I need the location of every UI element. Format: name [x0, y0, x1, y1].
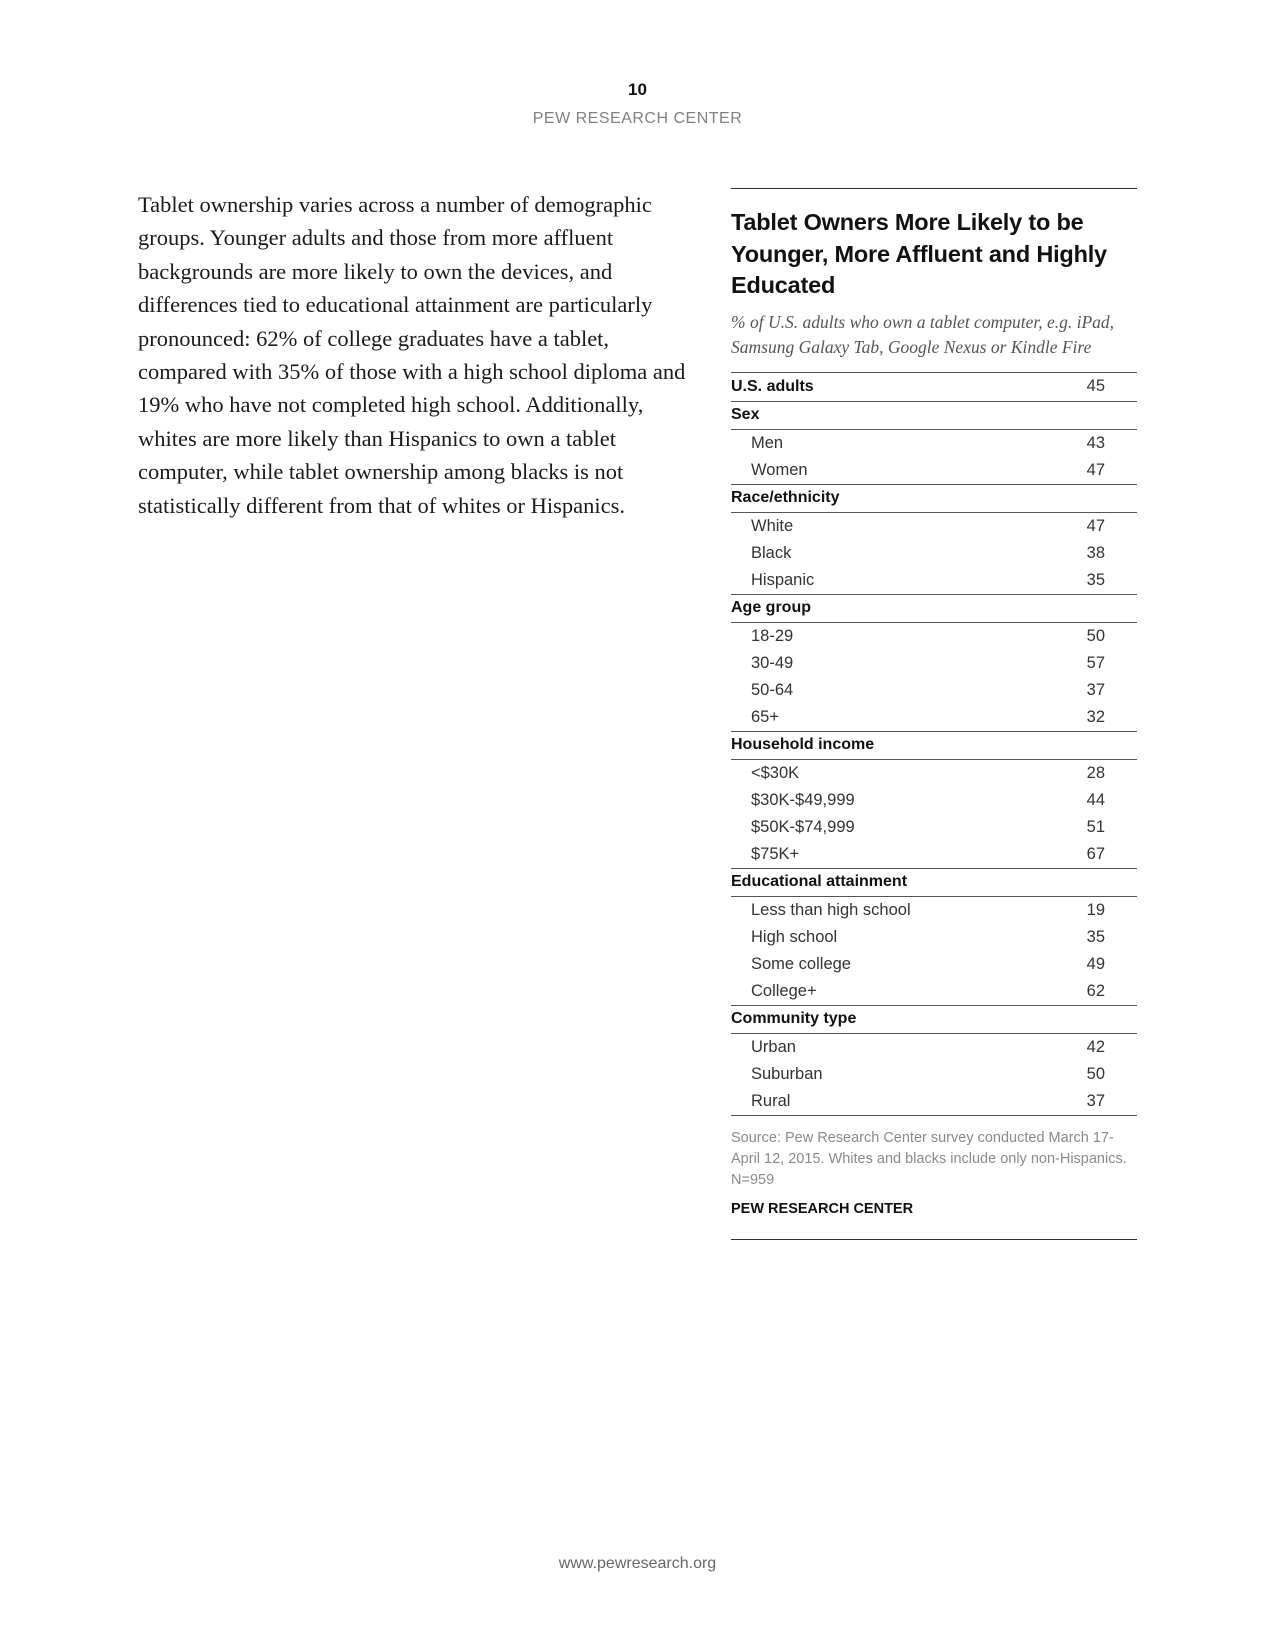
row-label: 30-49: [751, 653, 794, 672]
table-row: [731, 814, 1137, 841]
group-label: Sex: [731, 401, 1137, 429]
body-paragraph: Tablet ownership varies across a number of demographic groups. Younger adults and those from more affluent backgrounds are more likely to own the devices, and differences tied to educational attainment are particularly pronounced: 62% of college graduates have a tablet, compared with 35% of those with a high school diploma and 19% who have not completed high school. Additionally, whites are more likely than Hispanics to own a tablet computer, while tablet ownership among blacks is not statistically different from that of whites or Hispanics.: [138, 192, 686, 518]
row-label: Men: [731, 429, 1045, 457]
row-label: Hispanic: [751, 570, 815, 589]
row-value: 47: [1045, 512, 1137, 540]
row-value: 45: [1045, 372, 1137, 401]
page-number: 10: [628, 80, 647, 99]
table-row: [731, 1088, 1137, 1116]
row-value: 43: [1045, 429, 1137, 457]
figure-subtitle: % of U.S. adults who own a tablet computer, e.g. iPad, Samsung Galaxy Tab, Google Nexus or Kindle Fire: [731, 311, 1115, 357]
row-label: High school: [751, 927, 838, 946]
row-label: Rural: [751, 1091, 791, 1110]
row-value: 42: [1045, 1033, 1137, 1061]
table-row: [731, 951, 1137, 978]
table-group-header: [731, 594, 1137, 622]
table-row: [731, 704, 1137, 732]
row-label: Black: [751, 543, 792, 562]
row-label: 65+: [751, 707, 779, 726]
row-label: $30K-$49,999: [751, 790, 855, 809]
figure-title: Tablet Owners More Likely to be Younger, More Affluent and Highly Educated: [731, 209, 1107, 298]
row-value: 44: [1086, 790, 1105, 809]
row-label: White: [731, 512, 1045, 540]
row-value: 32: [1086, 707, 1105, 726]
row-value: 49: [1086, 954, 1105, 973]
row-value: 35: [1086, 927, 1105, 946]
row-value: 50: [1045, 622, 1137, 650]
row-label: 18-29: [731, 622, 1045, 650]
table-row: [731, 1061, 1137, 1088]
table-row: [731, 759, 1137, 787]
row-label: Urban: [731, 1033, 1045, 1061]
row-label: Less than high school: [731, 896, 1045, 924]
footer-url: www.pewresearch.org: [558, 1555, 717, 1572]
group-label: Educational attainment: [731, 868, 1137, 896]
figure: [731, 188, 1137, 1240]
figure-credit: PEW RESEARCH CENTER: [731, 1201, 1137, 1240]
row-value: 62: [1086, 981, 1105, 1000]
table-row: [731, 622, 1137, 650]
table-group-header: [731, 1005, 1137, 1033]
row-value: 50: [1086, 1064, 1105, 1083]
table-row: [731, 1033, 1137, 1061]
table-row: [731, 787, 1137, 814]
row-label: U.S. adults: [731, 372, 1045, 401]
table-group-header: [731, 401, 1137, 429]
data-table: [731, 372, 1137, 1116]
row-value: 28: [1045, 759, 1137, 787]
table-row: [731, 896, 1137, 924]
row-label: College+: [751, 981, 817, 1000]
row-label: Some college: [751, 954, 851, 973]
row-value: 57: [1086, 653, 1105, 672]
row-label: $50K-$74,999: [751, 817, 855, 836]
table-row: [731, 677, 1137, 704]
row-value: 67: [1086, 844, 1105, 863]
group-label: Community type: [731, 1005, 1137, 1033]
table-end-rule: [731, 1115, 1137, 1116]
row-value: 38: [1086, 543, 1105, 562]
figure-source: Source: Pew Research Center survey conducted March 17-April 12, 2015. Whites and blacks include only non-Hispanics. N=959: [731, 1129, 1127, 1188]
table-body: [731, 372, 1137, 1116]
table-row: [731, 567, 1137, 595]
table-row: [731, 841, 1137, 869]
row-value: 19: [1045, 896, 1137, 924]
table-end-cell: [731, 1115, 1137, 1116]
row-value: 37: [1086, 680, 1105, 699]
running-head: PEW RESEARCH CENTER: [532, 110, 743, 127]
group-label: Age group: [731, 594, 1137, 622]
table-row: [731, 924, 1137, 951]
table-row: [731, 429, 1137, 457]
group-label: Household income: [731, 731, 1137, 759]
row-label: <$30K: [731, 759, 1045, 787]
row-label: $75K+: [751, 844, 800, 863]
table-row: [731, 457, 1137, 485]
group-label: Race/ethnicity: [731, 484, 1137, 512]
row-label: Suburban: [751, 1064, 823, 1083]
table-row: [731, 650, 1137, 677]
row-value: 47: [1086, 460, 1105, 479]
row-value: 37: [1086, 1091, 1105, 1110]
row-value: 35: [1086, 570, 1105, 589]
table-group-header: [731, 731, 1137, 759]
table-group-header: [731, 868, 1137, 896]
table-row: [731, 978, 1137, 1006]
table-row: [731, 540, 1137, 567]
table-row: [731, 512, 1137, 540]
row-label: 50-64: [751, 680, 794, 699]
table-group-header: [731, 484, 1137, 512]
row-value: 51: [1086, 817, 1105, 836]
row-label: Women: [751, 460, 808, 479]
table-row-total: [731, 372, 1137, 401]
